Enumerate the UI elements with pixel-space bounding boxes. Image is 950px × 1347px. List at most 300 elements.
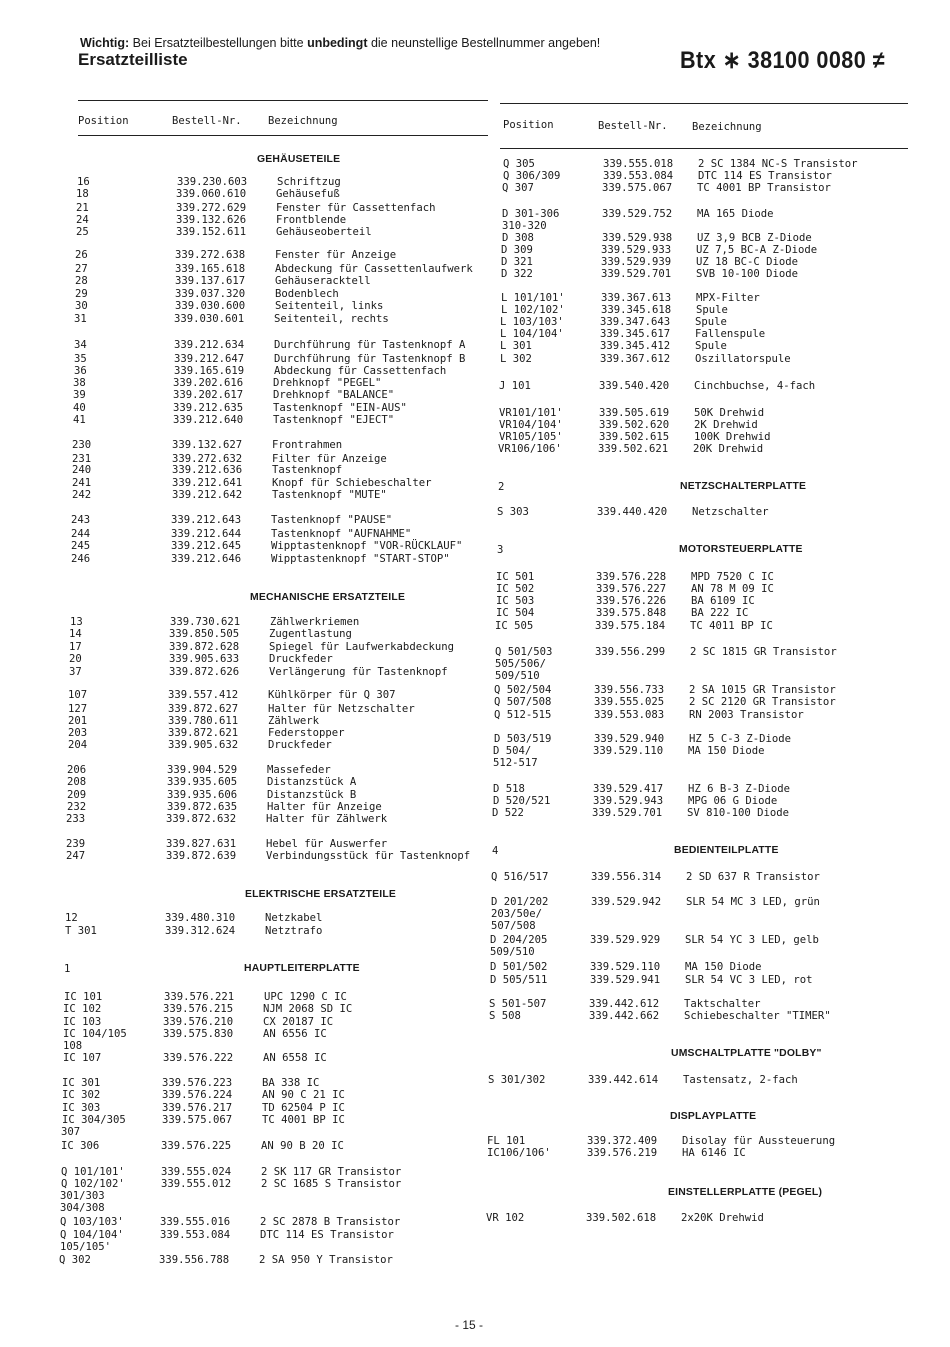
order-number: 339.576.225 — [161, 1140, 232, 1152]
designation: SLR 54 VC 3 LED, rot — [685, 974, 813, 986]
designation: HZ 6 B-3 Z-Diode — [688, 783, 791, 795]
position: D 522 — [492, 807, 524, 819]
designation: Tastenknopf "PAUSE" — [271, 514, 393, 526]
order-number: 339.872.627 — [168, 703, 239, 715]
position: 108 — [63, 1040, 83, 1052]
order-number: 339.202.617 — [173, 389, 244, 401]
position: D 201/202 — [491, 896, 549, 908]
page-number: - 15 - — [455, 1318, 484, 1332]
order-number: 339.557.412 — [168, 689, 239, 701]
position: D 204/205 — [490, 934, 548, 946]
position: 232 — [67, 801, 87, 813]
order-number: 339.529.110 — [590, 961, 661, 973]
order-number: 339.212.644 — [171, 528, 242, 540]
designation: MPD 7520 C IC — [691, 571, 774, 583]
designation: MA 150 Diode — [685, 961, 762, 973]
position: D 503/519 — [494, 733, 552, 745]
position: IC 101 — [64, 991, 103, 1003]
designation: 2 SD 637 R Transistor — [686, 871, 820, 883]
designation: 100K Drehwid — [694, 431, 771, 443]
designation: BA 6109 IC — [691, 595, 755, 607]
order-number: 339.212.647 — [174, 353, 245, 365]
position: FL 101 — [487, 1135, 526, 1147]
order-number: 339.529.701 — [592, 807, 663, 819]
order-number: 339.312.624 — [165, 925, 236, 937]
designation: 2 SC 2120 GR Transistor — [689, 696, 836, 708]
left-header-order-no: Bestell-Nr. — [172, 115, 242, 127]
position: 2 — [498, 481, 505, 493]
designation: AN 90 C 21 IC — [262, 1089, 345, 1101]
order-number: 339.030.601 — [174, 313, 245, 325]
designation: Druckfeder — [268, 739, 332, 751]
position: 204 — [68, 739, 88, 751]
position: L 102/102' — [501, 304, 565, 316]
position: 505/506/ — [495, 658, 547, 670]
position: 21 — [76, 202, 89, 214]
designation: BA 222 IC — [691, 607, 749, 619]
position: Q 305 — [503, 158, 535, 170]
order-number: 339.272.632 — [172, 453, 243, 465]
position: D 308 — [502, 232, 534, 244]
position: 206 — [67, 764, 87, 776]
position: 201 — [68, 715, 88, 727]
designation: TC 4011 BP IC — [690, 620, 773, 632]
position: IC 503 — [496, 595, 535, 607]
left-top-rule — [78, 100, 488, 101]
designation: SLR 54 MC 3 LED, grün — [686, 896, 820, 908]
position: IC 504 — [496, 607, 535, 619]
position: 36 — [74, 365, 87, 377]
order-number: 339.030.600 — [175, 300, 246, 312]
designation: Fenster für Anzeige — [275, 249, 397, 261]
position: 16 — [77, 176, 90, 188]
designation: Verbindungsstück für Tastenknopf — [266, 850, 471, 862]
order-number: 339.575.067 — [162, 1114, 233, 1126]
designation: GEHÄUSETEILE — [257, 154, 341, 165]
position: D 322 — [501, 268, 533, 280]
position: D 501/502 — [490, 961, 548, 973]
position: Q 501/503 — [495, 646, 553, 658]
position: 244 — [71, 528, 91, 540]
designation: AN 6558 IC — [263, 1052, 327, 1064]
position: 1 — [64, 963, 71, 975]
position: 301/303 — [60, 1190, 105, 1202]
order-number: 339.556.314 — [591, 871, 662, 883]
position: 29 — [75, 288, 88, 300]
order-number: 339.872.621 — [168, 727, 239, 739]
position: L 104/104' — [500, 328, 564, 340]
order-number: 339.152.611 — [176, 226, 247, 238]
position: 30 — [75, 300, 88, 312]
designation: Druckfeder — [269, 653, 333, 665]
position: 12 — [65, 912, 78, 924]
order-number: 339.780.611 — [168, 715, 239, 727]
designation: 20K Drehwid — [693, 443, 764, 455]
position: IC 302 — [62, 1089, 101, 1101]
order-number: 339.060.610 — [176, 188, 247, 200]
order-number: 339.576.228 — [596, 571, 667, 583]
position: 509/510 — [495, 670, 540, 682]
position: Q 307 — [502, 182, 534, 194]
designation: HZ 5 C-3 Z-Diode — [689, 733, 792, 745]
position: 27 — [75, 263, 88, 275]
designation: Frontrahmen — [272, 439, 343, 451]
notice-suffix: die neunstellige Bestellnummer angeben! — [367, 36, 601, 50]
position: 40 — [73, 402, 86, 414]
designation: 2 SA 950 Y Transistor — [259, 1254, 393, 1266]
designation: Seitenteil, rechts — [274, 313, 389, 325]
designation: 2x20K Drehwid — [681, 1212, 764, 1224]
position: 37 — [69, 666, 82, 678]
order-number: 339.555.018 — [603, 158, 674, 170]
designation: UMSCHALTPLATTE "DOLBY" — [671, 1048, 822, 1059]
position: Q 302 — [59, 1254, 91, 1266]
order-number: 339.272.638 — [175, 249, 246, 261]
notice-prefix: Wichtig: — [80, 36, 130, 50]
designation: Abdeckung für Cassettenfach — [274, 365, 447, 377]
order-number: 339.480.310 — [165, 912, 236, 924]
position: 25 — [76, 226, 89, 238]
order-number: 339.037.320 — [175, 288, 246, 300]
designation: Schiebeschalter "TIMER" — [684, 1010, 831, 1022]
order-number: 339.212.640 — [173, 414, 244, 426]
order-number: 339.556.788 — [159, 1254, 230, 1266]
order-number: 339.529.938 — [602, 232, 673, 244]
order-number: 339.212.634 — [174, 339, 245, 351]
position: 231 — [72, 453, 92, 465]
order-number: 339.576.226 — [596, 595, 667, 607]
designation: Oszillatorspule — [695, 353, 791, 365]
order-number: 339.345.412 — [600, 340, 671, 352]
order-number: 339.367.612 — [600, 353, 671, 365]
position: 245 — [71, 540, 91, 552]
designation: 2 SC 2878 B Transistor — [260, 1216, 401, 1228]
position: 239 — [66, 838, 86, 850]
designation: SV 810-100 Diode — [687, 807, 790, 819]
position: 230 — [72, 439, 92, 451]
position: D 321 — [501, 256, 533, 268]
order-number: 339.556.733 — [594, 684, 665, 696]
order-number: 339.132.627 — [172, 439, 243, 451]
designation: Gehäuseoberteil — [276, 226, 372, 238]
order-number: 339.553.083 — [594, 709, 665, 721]
designation: UZ 3,9 BCB Z-Diode — [697, 232, 812, 244]
position: 310-320 — [502, 220, 547, 232]
order-number: 339.502.620 — [599, 419, 670, 431]
order-number: 339.576.217 — [162, 1102, 233, 1114]
position: IC 103 — [63, 1016, 102, 1028]
designation: MECHANISCHE ERSATZTEILE — [250, 592, 406, 603]
position: Q 507/508 — [494, 696, 552, 708]
position: 209 — [67, 789, 87, 801]
designation: Kühlkörper für Q 307 — [268, 689, 396, 701]
position: IC106/106' — [487, 1147, 551, 1159]
position: L 101/101' — [501, 292, 565, 304]
designation: SVB 10-100 Diode — [696, 268, 799, 280]
order-number: 339.827.631 — [166, 838, 237, 850]
designation: Spiegel für Laufwerkabdeckung — [269, 641, 454, 653]
order-number: 339.935.606 — [167, 789, 238, 801]
order-number: 339.555.016 — [160, 1216, 231, 1228]
position: IC 304/305 — [62, 1114, 126, 1126]
position: 203 — [68, 727, 88, 739]
designation: Tastensatz, 2-fach — [683, 1074, 798, 1086]
order-number: 339.212.643 — [171, 514, 242, 526]
order-number: 339.442.662 — [589, 1010, 660, 1022]
designation: CX 20187 IC — [263, 1016, 334, 1028]
designation: Zugentlastung — [269, 628, 352, 640]
position: Q 516/517 — [491, 871, 549, 883]
position: 240 — [72, 464, 92, 476]
position: IC 502 — [496, 583, 535, 595]
position: 127 — [68, 703, 88, 715]
designation: Zählwerk — [268, 715, 320, 727]
designation: Drehknopf "PEGEL" — [273, 377, 382, 389]
order-number: 339.212.641 — [172, 477, 243, 489]
order-number: 339.212.646 — [171, 553, 242, 565]
order-number: 339.576.219 — [587, 1147, 658, 1159]
designation: BA 338 IC — [262, 1077, 320, 1089]
btx-code: Btx ∗ 38100 0080 ≠ — [680, 47, 885, 74]
position: T 301 — [65, 925, 97, 937]
order-number: 339.502.621 — [598, 443, 669, 455]
position: 26 — [75, 249, 88, 261]
order-number: 339.529.701 — [601, 268, 672, 280]
designation: Hebel für Auswerfer — [266, 838, 388, 850]
order-number: 339.529.943 — [593, 795, 664, 807]
order-number: 339.529.940 — [594, 733, 665, 745]
position: Q 102/102' — [61, 1178, 125, 1190]
designation: Spule — [695, 340, 727, 352]
designation: Massefeder — [267, 764, 331, 776]
order-number: 339.556.299 — [595, 646, 666, 658]
order-number: 339.555.012 — [161, 1178, 232, 1190]
order-number: 339.575.067 — [602, 182, 673, 194]
order-number: 339.442.612 — [589, 998, 660, 1010]
designation: ELEKTRISCHE ERSATZTEILE — [245, 889, 397, 900]
order-number: 339.555.025 — [594, 696, 665, 708]
order-number: 339.212.636 — [172, 464, 243, 476]
order-number: 339.872.626 — [169, 666, 240, 678]
position: IC 501 — [496, 571, 535, 583]
order-number: 339.553.084 — [160, 1229, 231, 1241]
order-number: 339.165.618 — [175, 263, 246, 275]
designation: Tastenknopf "MUTE" — [272, 489, 387, 501]
position: 41 — [73, 414, 86, 426]
designation: Disolay für Aussteuerung — [682, 1135, 836, 1147]
order-number: 339.576.224 — [162, 1089, 233, 1101]
designation: 2 SK 117 GR Transistor — [261, 1166, 402, 1178]
position: Q 502/504 — [494, 684, 552, 696]
order-number: 339.502.618 — [586, 1212, 657, 1224]
position: L 103/103' — [500, 316, 564, 328]
designation: AN 6556 IC — [263, 1028, 327, 1040]
right-header-order-no: Bestell-Nr. — [598, 120, 668, 132]
notice-text: Bei Ersatzteilbestellungen bitte — [129, 36, 308, 50]
order-number: 339.137.617 — [175, 275, 246, 287]
position: 107 — [68, 689, 88, 701]
order-number: 339.529.939 — [601, 256, 672, 268]
order-number: 339.212.642 — [172, 489, 243, 501]
designation: 2 SC 1815 GR Transistor — [690, 646, 837, 658]
position: 38 — [73, 377, 86, 389]
right-header-designation: Bezeichnung — [692, 121, 762, 133]
position: 39 — [73, 389, 86, 401]
position: D 520/521 — [493, 795, 551, 807]
position: 208 — [67, 776, 87, 788]
order-number: 339.202.616 — [173, 377, 244, 389]
position: S 501-507 — [489, 998, 547, 1010]
position: Q 306/309 — [503, 170, 561, 182]
position: VR101/101' — [499, 407, 563, 419]
designation: Filter für Anzeige — [272, 453, 387, 465]
designation: UZ 7,5 BC-A Z-Diode — [696, 244, 818, 256]
position: IC 107 — [63, 1052, 102, 1064]
position: 242 — [72, 489, 92, 501]
order-number: 339.575.184 — [595, 620, 666, 632]
position: D 505/511 — [490, 974, 548, 986]
designation: Federstopper — [268, 727, 345, 739]
position: VR105/105' — [499, 431, 563, 443]
order-number: 339.345.618 — [601, 304, 672, 316]
designation: NJM 2068 SD IC — [263, 1003, 353, 1015]
position: 509/510 — [490, 946, 535, 958]
position: 3 — [497, 544, 504, 556]
position: IC 104/105 — [63, 1028, 127, 1040]
position: IC 102 — [63, 1003, 102, 1015]
order-number: 339.529.933 — [601, 244, 672, 256]
order-notice — [80, 36, 600, 50]
position: 4 — [492, 845, 499, 857]
designation: Gehäusefuß — [276, 188, 340, 200]
position: 24 — [76, 214, 89, 226]
designation: Tastenknopf "AUFNAHME" — [271, 528, 412, 540]
designation: Taktschalter — [684, 998, 761, 1010]
designation: Spule — [695, 316, 727, 328]
designation: TD 62504 P IC — [262, 1102, 345, 1114]
designation: Durchführung für Tastenknopf B — [274, 353, 466, 365]
designation: TC 4001 BP Transistor — [697, 182, 831, 194]
designation: AN 90 B 20 IC — [261, 1140, 344, 1152]
designation: 2 SC 1384 NC-S Transistor — [698, 158, 858, 170]
designation: Cinchbuchse, 4-fach — [694, 380, 816, 392]
order-number: 339.540.420 — [599, 380, 670, 392]
position: 243 — [71, 514, 91, 526]
position: 203/50e/ — [491, 908, 543, 920]
position: VR106/106' — [498, 443, 562, 455]
order-number: 339.575.830 — [163, 1028, 234, 1040]
order-number: 339.576.222 — [163, 1052, 234, 1064]
order-number: 339.553.084 — [603, 170, 674, 182]
order-number: 339.529.110 — [593, 745, 664, 757]
designation: EINSTELLERPLATTE (PEGEL) — [668, 1187, 823, 1198]
right-top-rule — [500, 103, 908, 104]
order-number: 339.212.645 — [171, 540, 242, 552]
designation: 50K Drehwid — [694, 407, 765, 419]
position: Q 512-515 — [494, 709, 552, 721]
order-number: 339.904.529 — [167, 764, 238, 776]
designation: Fallenspule — [695, 328, 766, 340]
order-number: 339.576.223 — [162, 1077, 233, 1089]
order-number: 339.576.221 — [164, 991, 235, 1003]
order-number: 339.529.942 — [591, 896, 662, 908]
order-number: 339.367.613 — [601, 292, 672, 304]
position: S 303 — [497, 506, 529, 518]
designation: UZ 18 BC-C Diode — [696, 256, 799, 268]
designation: Distanzstück B — [267, 789, 357, 801]
position: IC 306 — [61, 1140, 100, 1152]
order-number: 339.372.409 — [587, 1135, 658, 1147]
order-number: 339.529.752 — [602, 208, 673, 220]
order-number: 339.345.617 — [600, 328, 671, 340]
position: 20 — [69, 653, 82, 665]
designation: Halter für Netzschalter — [268, 703, 415, 715]
order-number: 339.576.227 — [596, 583, 667, 595]
order-number: 339.935.605 — [167, 776, 238, 788]
designation: RN 2003 Transistor — [689, 709, 804, 721]
position: 241 — [72, 477, 92, 489]
position: 18 — [76, 188, 89, 200]
position: S 301/302 — [488, 1074, 546, 1086]
order-number: 339.529.941 — [590, 974, 661, 986]
designation: Wipptastenknopf "START-STOP" — [271, 553, 450, 565]
designation: HA 6146 IC — [682, 1147, 746, 1159]
order-number: 339.555.024 — [161, 1166, 232, 1178]
designation: Netztrafo — [265, 925, 323, 937]
order-number: 339.905.632 — [168, 739, 239, 751]
right-header-position: Position — [503, 119, 554, 131]
designation: Tastenknopf — [272, 464, 343, 476]
position: J 101 — [499, 380, 531, 392]
designation: Verlängerung für Tastenknopf — [269, 666, 448, 678]
designation: MPG 06 G Diode — [688, 795, 778, 807]
designation: Wipptastenknopf "VOR-RÜCKLAUF" — [271, 540, 463, 552]
designation: 2K Drehwid — [694, 419, 758, 431]
order-number: 339.502.615 — [599, 431, 670, 443]
order-number: 339.505.619 — [599, 407, 670, 419]
designation: DTC 114 ES Transistor — [260, 1229, 394, 1241]
position: 512-517 — [493, 757, 538, 769]
designation: Netzschalter — [692, 506, 769, 518]
order-number: 339.575.848 — [596, 607, 667, 619]
designation: Schriftzug — [277, 176, 341, 188]
notice-bold: unbedingt — [307, 36, 368, 50]
position: 14 — [69, 628, 82, 640]
designation: Gehäuseracktell — [275, 275, 371, 287]
position: L 301 — [500, 340, 532, 352]
order-number: 339.132.626 — [176, 214, 247, 226]
order-number: 339.347.643 — [600, 316, 671, 328]
designation: Halter für Anzeige — [267, 801, 382, 813]
order-number: 339.440.420 — [597, 506, 668, 518]
position: 13 — [70, 616, 83, 628]
position: S 508 — [489, 1010, 521, 1022]
designation: Drehknopf "BALANCE" — [273, 389, 395, 401]
designation: MOTORSTEUERPLATTE — [679, 544, 803, 555]
position: Q 104/104' — [60, 1229, 124, 1241]
position: IC 505 — [495, 620, 534, 632]
order-number: 339.442.614 — [588, 1074, 659, 1086]
order-number: 339.850.505 — [169, 628, 240, 640]
order-number: 339.576.210 — [163, 1016, 234, 1028]
order-number: 339.872.639 — [166, 850, 237, 862]
order-number: 339.730.621 — [170, 616, 241, 628]
position: VR 102 — [486, 1212, 525, 1224]
position: 246 — [71, 553, 91, 565]
position: IC 301 — [62, 1077, 101, 1089]
designation: MA 165 Diode — [697, 208, 774, 220]
designation: MPX-Filter — [696, 292, 760, 304]
